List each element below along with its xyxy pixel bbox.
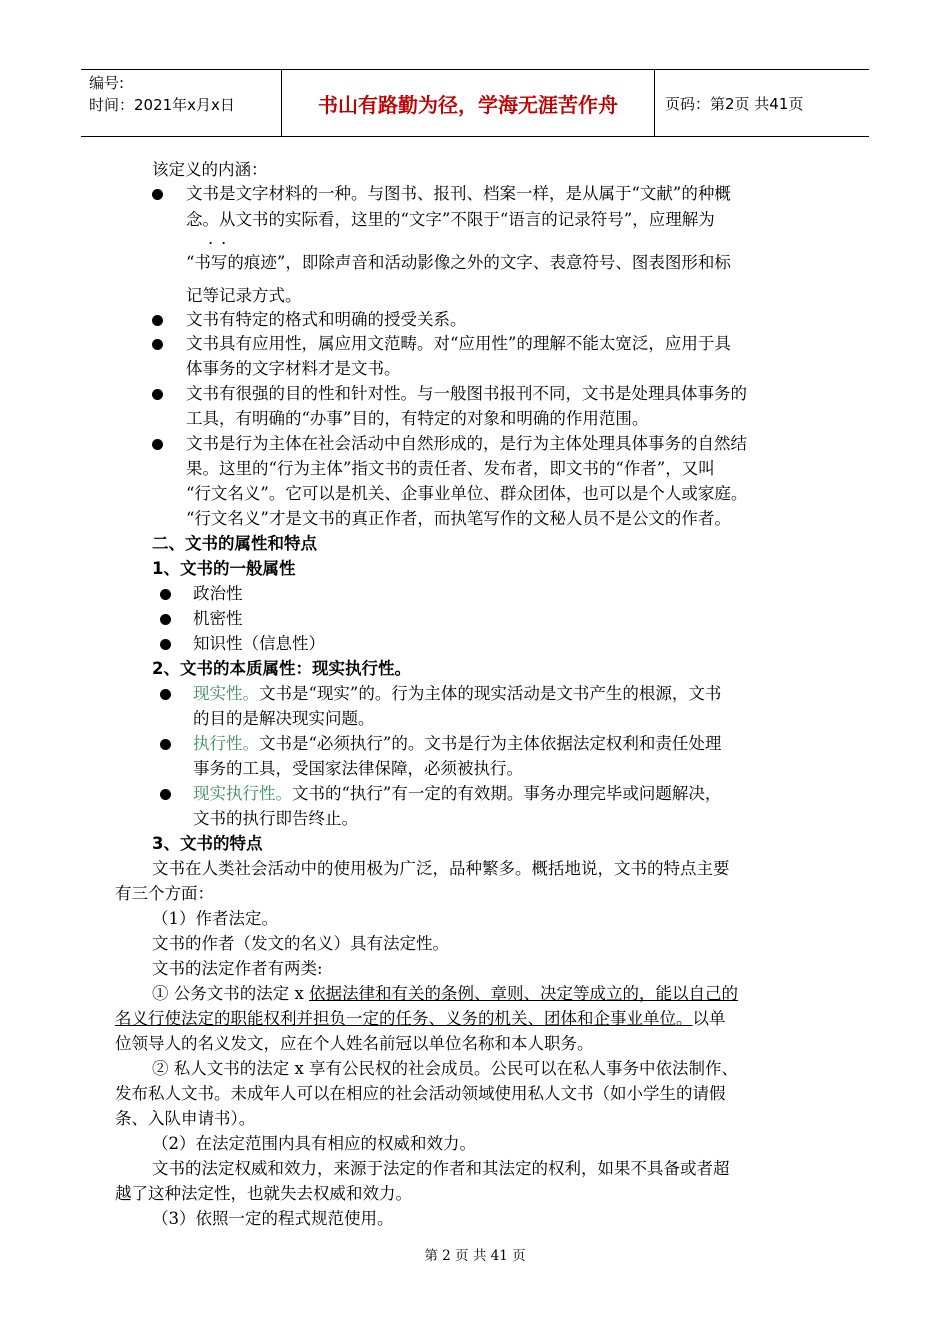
essential-1-line-1: 现实性。文书是“现实”的。行为主体的现实活动是文书产生的根源，文书	[193, 684, 722, 703]
bullet-5-line-2: 果。这里的“行为主体”指文书的责任者、发布者，即文书的“作者”，又叫	[186, 459, 715, 478]
feature-2-title: （2）在法定范围内具有相应的权威和效力。	[152, 1134, 476, 1153]
doc-number-label: 编号:	[89, 74, 125, 92]
bullet-icon	[152, 315, 163, 326]
underlined-definition: 依据法律和有关的条例、章则、决定等成立的，能以自己的	[309, 984, 739, 1003]
feature-2-line-2: 越了这种法定性，也就失去权威和效力。	[115, 1184, 412, 1203]
feature-1-title: （1）作者法定。	[152, 909, 278, 928]
bullet-1-line-1: 文书是文字材料的一种。与图书、报刊、档案一样，是从属于“文献”的种概	[186, 184, 731, 203]
features-line-2: 有三个方面：	[115, 884, 214, 903]
essential-3-line-2: 文书的执行即告终止。	[193, 809, 358, 828]
bullet-5-line-4: “行文名义”才是文书的真正作者，而执笔写作的文秘人员不是公文的作者。	[186, 509, 731, 528]
attribute-knowledge: 知识性（信息性）	[193, 634, 325, 653]
term-reality-execution: 现实执行性。	[193, 784, 292, 803]
private-author-line-3: 条、入队申请书）。	[115, 1109, 256, 1128]
header-page-label: 页码：第2页 共41页	[665, 94, 804, 113]
subheading-features: 3、文书的特点	[152, 834, 263, 853]
public-author-line-3: 位领导人的名义发文，应在个人姓名前冠以单位名称和本人职务。	[115, 1034, 594, 1053]
essential-2-line-2: 事务的工具，受国家法律保障，必须被执行。	[193, 759, 523, 778]
emphasis-dots-icon: ..	[208, 229, 235, 248]
public-author-line-1: ① 公务文书的法定 x 依据法律和有关的条例、章则、决定等成立的，能以自己的	[152, 984, 739, 1003]
bullet-2-line-1: 文书有特定的格式和明确的授受关系。	[186, 310, 467, 329]
page-footer: 第 2 页 共 41 页	[424, 1248, 526, 1264]
feature-3-title: （3）依照一定的程式规范使用。	[152, 1209, 394, 1228]
subheading-general-attributes: 1、文书的一般属性	[152, 559, 296, 578]
attribute-confidential: 机密性	[193, 609, 243, 628]
bullet-4-line-2: 工具，有明确的“办事”目的，有特定的对象和明确的作用范围。	[186, 409, 649, 428]
bullet-icon	[160, 589, 171, 600]
essential-2-line-1: 执行性。文书是“必须执行”的。文书是行为主体依据法定权利和责任处理	[193, 734, 722, 753]
bullet-1-line-2: 念。从文书的实际看，这里的“文字”不限于“语言的记录符号”，应理解为	[186, 210, 715, 229]
public-author-line-2: 名义行使法定的职能权利并担负一定的任务、义务的机关、团体和企事业单位。以单	[115, 1009, 726, 1028]
bullet-icon	[152, 439, 163, 450]
attribute-political: 政治性	[193, 584, 243, 603]
bullet-3-line-1: 文书具有应用性，属应用文范畴。对“应用性”的理解不能太宽泛，应用于具	[186, 334, 731, 353]
bullet-icon	[160, 614, 171, 625]
page-header	[81, 69, 869, 137]
bullet-1-line-3: “书写的痕迹”，即除声音和活动影像之外的文字、表意符号、图表图形和标	[186, 253, 731, 272]
bullet-3-line-2: 体事务的文字材料才是文书。	[186, 359, 401, 378]
bullet-icon	[152, 339, 163, 350]
section-heading-2: 二、文书的属性和特点	[152, 534, 317, 553]
bullet-1-line-4: 记等记录方式。	[186, 286, 302, 305]
term-reality: 现实性。	[193, 684, 259, 703]
bullet-icon	[160, 739, 171, 750]
subheading-essential-attribute: 2、文书的本质属性：现实执行性。	[152, 659, 411, 678]
feature-1-para-1: 文书的作者（发文的名义）具有法定性。	[152, 934, 449, 953]
bullet-icon	[160, 639, 171, 650]
bullet-5-line-3: “行文名义”。它可以是机关、企事业单位、群众团体，也可以是个人或家庭。	[186, 484, 748, 503]
header-meta	[81, 70, 282, 136]
bullet-icon	[160, 689, 171, 700]
feature-1-para-2: 文书的法定作者有两类:	[152, 959, 323, 978]
features-line-1: 文书在人类社会活动中的使用极为广泛，品种繁多。概括地说，文书的特点主要	[152, 859, 730, 878]
underlined-definition: 名义行使法定的职能权利并担负一定的任务、义务的机关、团体和企事业单位。	[115, 1009, 693, 1028]
doc-time-label: 时间：2021年x月x日	[89, 96, 235, 114]
term-execution: 执行性。	[193, 734, 259, 753]
intro-text: 该定义的内涵：	[152, 160, 268, 179]
essential-1-line-2: 的目的是解决现实问题。	[193, 709, 375, 728]
header-motto: 书山有路勤为径，学海无涯苦作舟	[282, 70, 655, 136]
bullet-4-line-1: 文书有很强的目的性和针对性。与一般图书报刊不同，文书是处理具体事务的	[186, 384, 747, 403]
bullet-icon	[152, 189, 163, 200]
bullet-5-line-1: 文书是行为主体在社会活动中自然形成的，是行为主体处理具体事务的自然结	[186, 434, 747, 453]
feature-2-line-1: 文书的法定权威和效力，来源于法定的作者和其法定的权利，如果不具备或者超	[152, 1159, 730, 1178]
bullet-icon	[152, 389, 163, 400]
essential-3-line-1: 现实执行性。文书的“执行”有一定的有效期。事务办理完毕或问题解决，	[193, 784, 722, 803]
private-author-line-2: 发布私人文书。未成年人可以在相应的社会活动领域使用私人文书（如小学生的请假	[115, 1084, 726, 1103]
bullet-icon	[160, 789, 171, 800]
private-author-line-1: ② 私人文书的法定 x 享有公民权的社会成员。公民可以在私人事务中依法制作、	[152, 1059, 739, 1078]
